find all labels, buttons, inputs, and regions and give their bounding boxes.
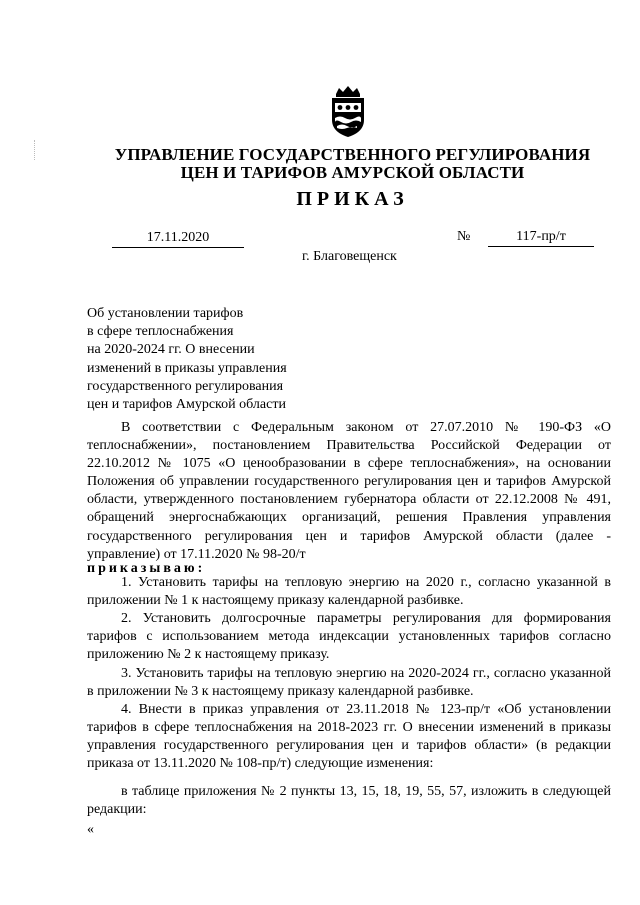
document-type-title: ПРИКАЗ — [296, 188, 409, 210]
order-item-2 — [87, 610, 611, 664]
subject-line: государственного регулирования — [87, 378, 284, 394]
order-item-text: 3. Установить тарифы на тепловую энергию на 2020-2024 гг., согласно указанной в приложении № 3 к настоящему приказу календарной разбивке. — [87, 666, 611, 700]
preamble-text: В соответствии с Федеральным законом от 27.07.2010 № 190-ФЗ «О теплоснабжении», постановлением Правительства Российской Федерации от 22.10.2012 № 1075 «О ценообразовании в сфере теплоснабжения», на основании Положения об управлении государственного регулирования цен и тарифов Амурской области, утвержденного постановлением губернатора области от 22.12.2008 № 491, обращений энергоснабжающих организаций, решения Правления управления государственного регулирования цен и тарифов Амурской области (далее - управление) от 17.11.2020 № 98-20/т — [87, 420, 611, 562]
amur-region-coat-of-arms-icon — [326, 86, 370, 138]
number-sign: № — [457, 229, 471, 244]
subject-line: изменений в приказы управления — [87, 360, 287, 376]
document-city: г. Благовещенск — [302, 249, 397, 264]
document-date: 17.11.2020 — [112, 230, 244, 248]
scan-artifact — [34, 140, 37, 160]
order-item-4-detail — [87, 783, 611, 819]
order-item-text: 2. Установить долгосрочные параметры регулирования для формирования тарифов с использованием метода индексации установленных тарифов согласно приложению № 2 к настоящему приказу. — [87, 611, 611, 663]
order-item-text: в таблице приложения № 2 пункты 13, 15, 18, 19, 55, 57, изложить в следующей редакции: — [87, 784, 611, 818]
subject-line: в сфере теплоснабжения — [87, 324, 234, 340]
order-item-4 — [87, 701, 611, 773]
organization-title-line2: ЦЕН И ТАРИФОВ АМУРСКОЙ ОБЛАСТИ — [180, 163, 525, 182]
opening-quote: « — [87, 822, 94, 837]
subject-line: Об установлении тарифов — [87, 306, 244, 321]
document-subject — [87, 305, 327, 414]
subject-line: на 2020-2024 гг. О внесении — [87, 342, 255, 358]
order-keyword: приказываю: — [87, 561, 206, 576]
document-number: 117-пр/т — [488, 229, 594, 247]
order-item-3 — [87, 665, 611, 701]
preamble-paragraph — [87, 419, 611, 564]
order-item-text: 4. Внести в приказ управления от 23.11.2018 № 123-пр/т «Об установлении тарифов в сфере теплоснабжения на 2018-2023 гг. О внесении изменений в приказы управления государственного регулирования цен и тарифов области» (в редакции приказа от 13.11.2020 № 108-пр/т) следующие изменения: — [87, 702, 611, 772]
order-item-1 — [87, 574, 611, 610]
subject-line: цен и тарифов Амурской области — [87, 397, 286, 413]
order-item-text: 1. Установить тарифы на тепловую энергию на 2020 г., согласно указанной в приложении № 1 к настоящему приказу календарной разбивке. — [87, 575, 611, 609]
organization-title-line1: УПРАВЛЕНИЕ ГОСУДАРСТВЕННОГО РЕГУЛИРОВАНИЯ — [114, 145, 591, 164]
